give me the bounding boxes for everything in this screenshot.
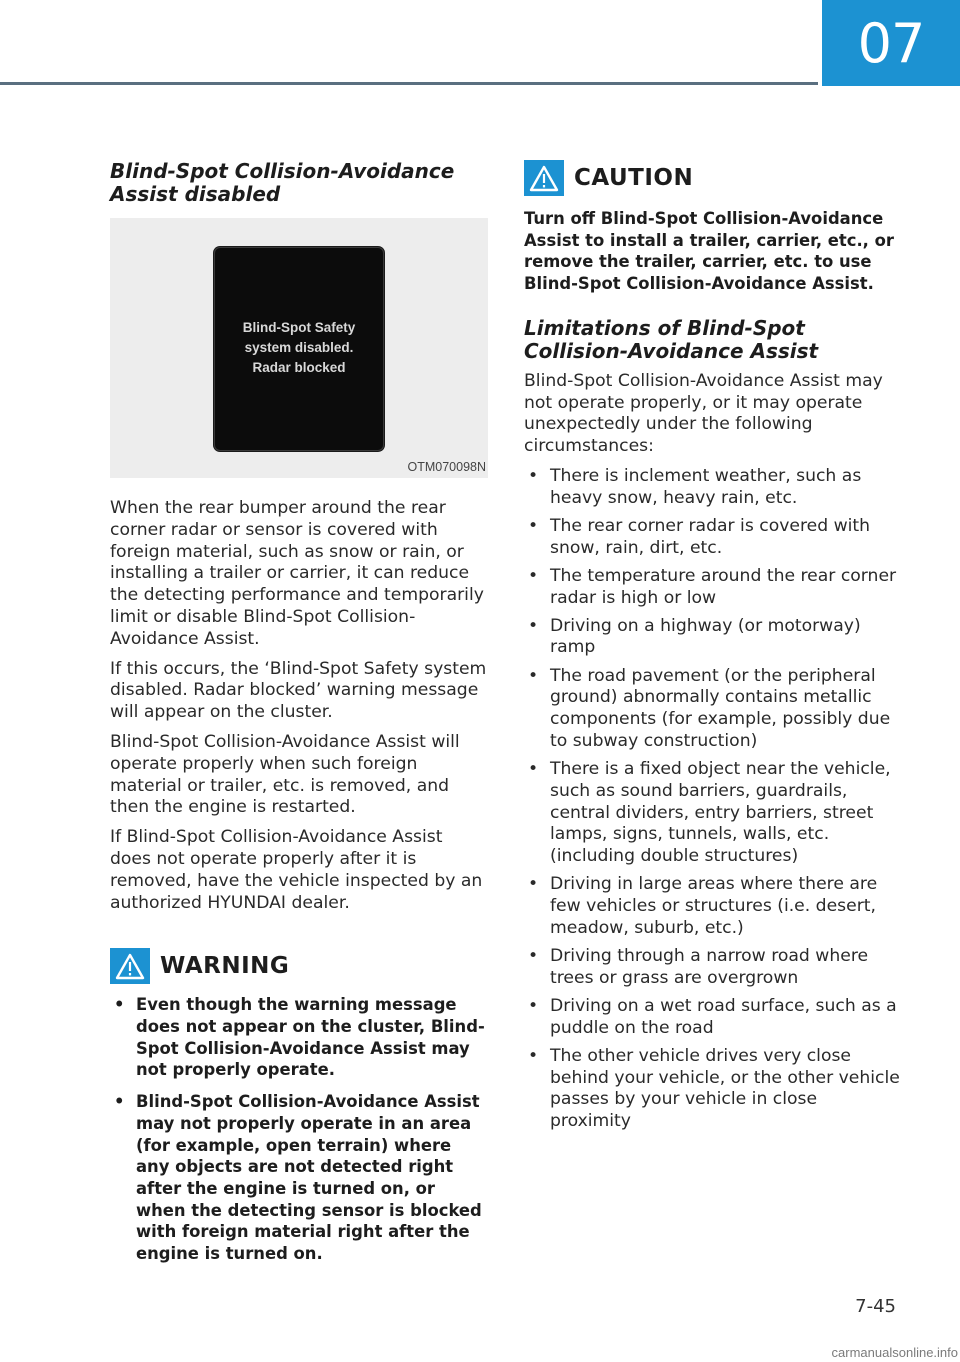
paragraph: If this occurs, the ‘Blind-Spot Safety system disabled. Radar blocked’ warning message will appear on the cluster. bbox=[110, 658, 487, 723]
cluster-display bbox=[214, 247, 384, 451]
paragraph: Blind-Spot Collision-Avoidance Assist may not operate properly, or it may operate unexpectedly under the following circumstances: bbox=[524, 370, 883, 457]
paragraph: When the rear bumper around the rear corner radar or sensor is covered with foreign material, such as snow or rain, or installing a trailer or carrier, it can reduce the detecting performance and temporarily limit or disable Blind-Spot Collision-Avoidance Assist. bbox=[110, 498, 484, 649]
list-item: • Driving in large areas where there are few vehicles or structures (i.e. desert, meadow, suburb, etc.) bbox=[524, 874, 900, 939]
cluster-message-line: system disabled. bbox=[244, 340, 354, 355]
watermark: carmanualsonline.info bbox=[831, 1345, 958, 1360]
paragraph: If Blind-Spot Collision-Avoidance Assist does not operate properly after it is removed, have the vehicle inspected by an authorized HYUNDAI dealer. bbox=[110, 827, 483, 913]
list-item: • Blind-Spot Collision-Avoidance Assist may not properly operate in an area (for example, open terrain) where any objects are not detected right after the engine is turned on, or when the detecting sensor is blocked with foreign material right after the engine is turned on. bbox=[110, 1091, 488, 1265]
list-item: • The temperature around the rear corner radar is high or low bbox=[524, 566, 900, 610]
limitations-list bbox=[524, 466, 900, 1133]
page-number: 7-45 bbox=[855, 1296, 896, 1317]
list-item: • There is a fixed object near the vehicle, such as sound barriers, guardrails, central dividers, entry barriers, street lamps, signs, tunnels, walls, etc. (including double structures) bbox=[524, 759, 900, 868]
figure-code: OTM070098N bbox=[407, 460, 486, 474]
cluster-message bbox=[215, 318, 383, 378]
list-item: • The other vehicle drives very close behind your vehicle, or the other vehicle passes by your vehicle in close proximity bbox=[524, 1046, 900, 1133]
list-item: • Even though the warning message does not appear on the cluster, Blind- Spot Collision-Avoidance Assist may not properly operate. bbox=[110, 994, 488, 1081]
list-item: • The rear corner radar is covered with snow, rain, dirt, etc. bbox=[524, 516, 900, 560]
section-title-disabled: Blind-Spot Collision-Avoidance Assist disabled bbox=[110, 159, 455, 206]
list-item: • Driving on a wet road surface, such as a puddle on the road bbox=[524, 996, 900, 1040]
caution-title: CAUTION bbox=[574, 165, 694, 191]
warning-list bbox=[110, 994, 488, 1264]
left-column bbox=[110, 160, 488, 1275]
list-item: • Driving through a narrow road where trees or grass are overgrown bbox=[524, 946, 900, 990]
list-item: • There is inclement weather, such as heavy snow, heavy rain, etc. bbox=[524, 466, 900, 510]
warning-title: WARNING bbox=[160, 953, 290, 980]
cluster-message-line: Radar blocked bbox=[252, 360, 346, 375]
right-column bbox=[524, 160, 900, 1139]
caution-heading bbox=[524, 160, 900, 196]
caution-triangle-icon bbox=[524, 160, 564, 196]
cluster-figure bbox=[110, 218, 488, 478]
list-item: • The road pavement (or the peripheral ground) abnormally contains metallic components (for example, possibly due to subway construction) bbox=[524, 666, 900, 753]
section-title-limitations: Limitations of Blind-Spot Collision-Avoidance Assist bbox=[524, 315, 819, 363]
cluster-message-line: Blind-Spot Safety bbox=[242, 320, 356, 335]
warning-triangle-icon bbox=[110, 948, 150, 984]
caution-text: Turn off Blind-Spot Collision-Avoidance Assist to install a trailer, carrier, etc., or remove the trailer, carrier, etc. to use Blind-Spot Collision-Avoidance Assist. bbox=[524, 209, 894, 294]
chapter-tab: 07 bbox=[822, 0, 960, 86]
list-item: • Driving on a highway (or motorway) ramp bbox=[524, 616, 900, 660]
header-rule bbox=[0, 82, 818, 85]
paragraph: Blind-Spot Collision-Avoidance Assist will operate properly when such foreign material or trailer, etc. is removed, and then the engine is restarted. bbox=[110, 731, 460, 818]
warning-heading bbox=[110, 948, 488, 984]
